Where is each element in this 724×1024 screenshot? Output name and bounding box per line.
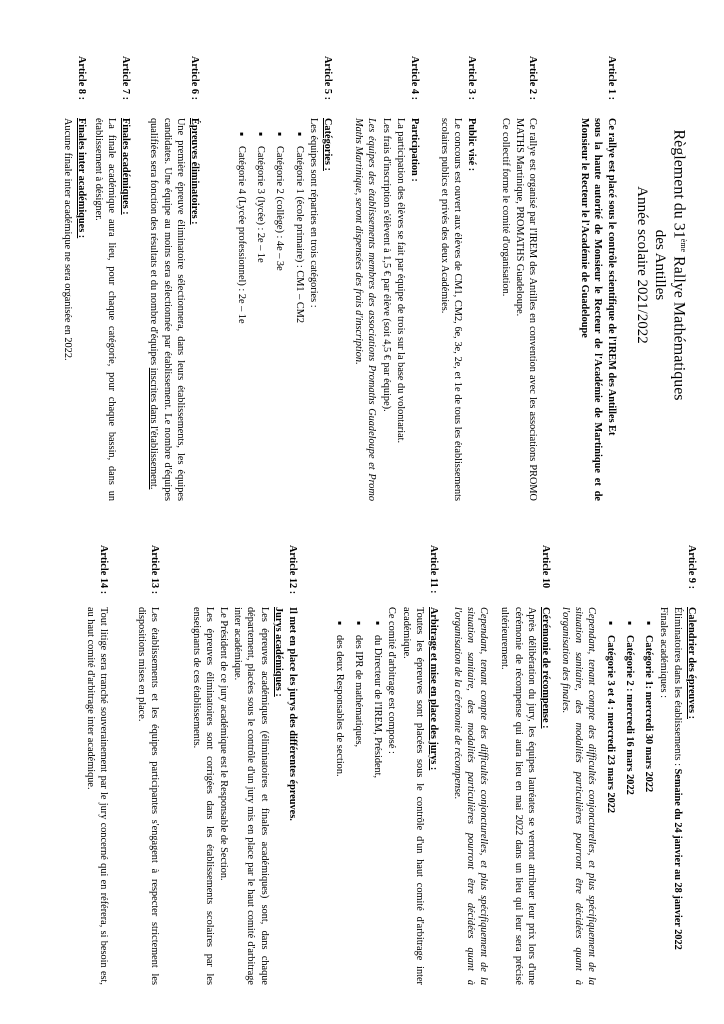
section-heading: Finales inter académiques : bbox=[76, 118, 87, 239]
section-heading: Arbitrage et mise en place des jurys : bbox=[428, 607, 439, 771]
section-heading: Participation : bbox=[409, 118, 420, 182]
article-label: Article 13 : bbox=[149, 545, 160, 595]
title-line-1: Règlement du 31ème Rallye Mathématiques bbox=[670, 129, 688, 401]
article-9: Article 9 : Calendrier des épreuves : Éliminatoires dans les établissements : Semaine du 24 janvier au 28 janvier 2022 Finales académiques : ▪ Catégorie 1: mercredi 30 mars 2022 ▪ Catégorie 2 : mercredi 16 mars 2022 ▪ Catégorie 3 et 4 : mercredi 23 mars 2022 Cependant, tenant compte des difficultés conjoncturelles, et plus spécifiquement de la situation sanitaire, des modalités particulières pourront être décidées quant à l'organisation des finales. bbox=[557, 545, 698, 985]
article-label: Article 10 bbox=[540, 545, 551, 589]
school-year: Année scolaire 2021/2022 bbox=[634, 186, 651, 344]
article-2: Article 2 : Ce rallye est organisé par l'IREM des Antilles en convention avec les associations PROMO MATHS Martinique, PROMATHS Guadeloupe. Ce collectif forme le comité d'organisation. bbox=[499, 56, 538, 501]
article-11: Article 11 : Arbitrage et mise en place des jurys : Toutes les épreuves sont placées sous le contrôle d'un haut comité d'arbitrage inter académique. Ce comité d'arbitrage est composé : ▪ du Directeur de l'IREM, Président, ▪ des IPR de mathématiques, ▪ des deux Responsables de section. bbox=[327, 545, 440, 985]
article-8: Article 8 : Finales inter académiques : Aucune finale inter académique ne sera organisée en 2022. bbox=[60, 56, 88, 501]
list-item: ▪ du Directeur de l'IREM, Président, bbox=[371, 621, 384, 985]
article-label: Article 8 : bbox=[76, 56, 87, 101]
title-line-2: des Antilles bbox=[652, 229, 669, 301]
section-heading: Finales académiques : bbox=[120, 118, 131, 215]
article-label: Article 3 : bbox=[466, 56, 477, 101]
category-list bbox=[235, 132, 306, 501]
section-heading: Catégories : bbox=[322, 118, 333, 171]
article-label: Article 1 : bbox=[606, 56, 617, 101]
article-label: Article 7 : bbox=[120, 56, 131, 101]
article-3: Article 3 : Public visé : Le concours est ouvert aux élèves de CM1, CM2, 6e, 3e, 2e, et 1e de tous les établissements scolaires publics et privés des deux Académies. bbox=[438, 56, 477, 501]
section-heading: Cérémonie de récompense : bbox=[540, 607, 551, 729]
article-label: Article 11 : bbox=[428, 545, 439, 594]
article-4: Article 4 : Participation : La participation des élèves se fait par équipe de trois sur la base du volontariat. Les frais d'inscription s'élèvent à 1,5 € par élève (soit 4,5 € par équipe). Les équipes des établissements membres des associations Promaths Guadeloupe et Promo Maths Martinique, seront dispensées des frais d'inscription. bbox=[353, 56, 420, 501]
list-item: ▪ des IPR de mathématiques, bbox=[352, 621, 365, 985]
article-label: Article 5 : bbox=[322, 56, 333, 101]
article-7: Article 7 : Finales académiques : La finale académique aura lieu, pour chaque catégorie, pour chaque bassin, dans un établissement à désigner. bbox=[92, 56, 131, 501]
article-label: Article 2 : bbox=[527, 56, 538, 101]
section-heading: Il met en place les jurys des différentes épreuves. bbox=[287, 607, 298, 821]
article-12: Article 12 : Il met en place les jurys des différentes épreuves. Jurys académiques : Les épreuves académiques (éliminatoires et finales académiques) sont, dans chaque département, placées sous le contrôle d'un jury mis en place par le haut comité d'arbitrage inter académique. Le Président de ce jury académique est le Responsable de Section. Les épreuves éliminatoires sont corrigées dans les établissements scolaires par les enseignants de ces établissements. bbox=[190, 545, 298, 985]
list-item: ▪ Catégorie 2 (collège) : 4e – 3e bbox=[273, 132, 286, 501]
list-item: ▪ des deux Responsables de section. bbox=[333, 621, 346, 985]
article-label: Article 12 : bbox=[287, 545, 298, 595]
article-label: Article 4 : bbox=[409, 56, 420, 101]
list-item: ▪ Catégorie 1: mercredi 30 mars 2022 bbox=[642, 621, 655, 985]
list-item: ▪ Catégorie 3 et 4 : mercredi 23 mars 2022 bbox=[604, 621, 617, 985]
section-heading: Épreuves éliminatoires : bbox=[189, 118, 200, 225]
section-heading: Calendrier des épreuves : bbox=[686, 607, 697, 720]
article-5: Article 5 : Catégories : Les équipes sont réparties en trois catégories : ▪ Catégorie 1 (école primaire) : CM1 – CM2 ▪ Catégorie 2 (collège) : 4e – 3e ▪ Catégorie 3 (lycée) : 2e – 1e ▪ Catégorie 4 (Lycée professionnel) : 2e – 1e bbox=[229, 56, 334, 501]
article-6: Article 6 : Épreuves éliminatoires : Une première épreuve éliminatoire sélectionnera, dans leurs établissements, les équipes candidates. Une équipe au moins sera sélectionnée par établissement. Le nombre d'équipes qualifiées sera fonction des résultats et du nombre d'équipes inscrites dans l'établissement. bbox=[148, 56, 200, 501]
article-label: Article 9 : bbox=[686, 545, 697, 590]
article-14: Article 14 : Tout litige sera tranché souverainement par le jury concerné qui en référera, si besoin est, au haut comité d'arbitrage inter académique. bbox=[84, 545, 109, 985]
list-item: ▪ Catégorie 3 (lycée) : 2e – 1e bbox=[254, 132, 267, 501]
article-label: Article 14 : bbox=[98, 545, 109, 595]
list-item: ▪ Catégorie 4 (Lycée professionnel) : 2e – 1e bbox=[235, 132, 248, 501]
article-10: Article 10 Cérémonie de récompense : Après délibération du jury, les équipes lauréates se verront attribuer leur prix lors d'une cérémonie de récompense qui aura lieu en mai 2022 dans un lieu qui leur sera précisé ultérieurement. Cependant, tenant compte des difficultés conjoncturelles, et plus spécifiquement de la situation sanitaire, des modalités particulières pourront être décidées quant à l'organisation de la cérémonie de récompense. bbox=[451, 545, 551, 985]
list-item: ▪ Catégorie 2 : mercredi 16 mars 2022 bbox=[623, 621, 636, 985]
article-1: Article 1 : Ce rallye est placé sous le contrôle scientifique de l'IREM des Antilles Et sous la haute autorité de Monsieur le Recteur de l'Académie de Martinique et de Monsieur le Recteur le l'Académie de Guadeloupe bbox=[578, 56, 617, 501]
article-label: Article 6 : bbox=[189, 56, 200, 101]
article-13: Article 13 : Les établissements et les équipes participantes s'engagent à respecter strictement les dispositions mises en place. bbox=[135, 545, 160, 985]
section-heading: Public visé : bbox=[466, 118, 477, 172]
committee-list bbox=[333, 621, 385, 985]
document-title bbox=[633, 30, 688, 500]
list-item: ▪ Catégorie 1 (école primaire) : CM1 – CM2 bbox=[292, 132, 305, 501]
finals-dates-list bbox=[604, 621, 656, 985]
